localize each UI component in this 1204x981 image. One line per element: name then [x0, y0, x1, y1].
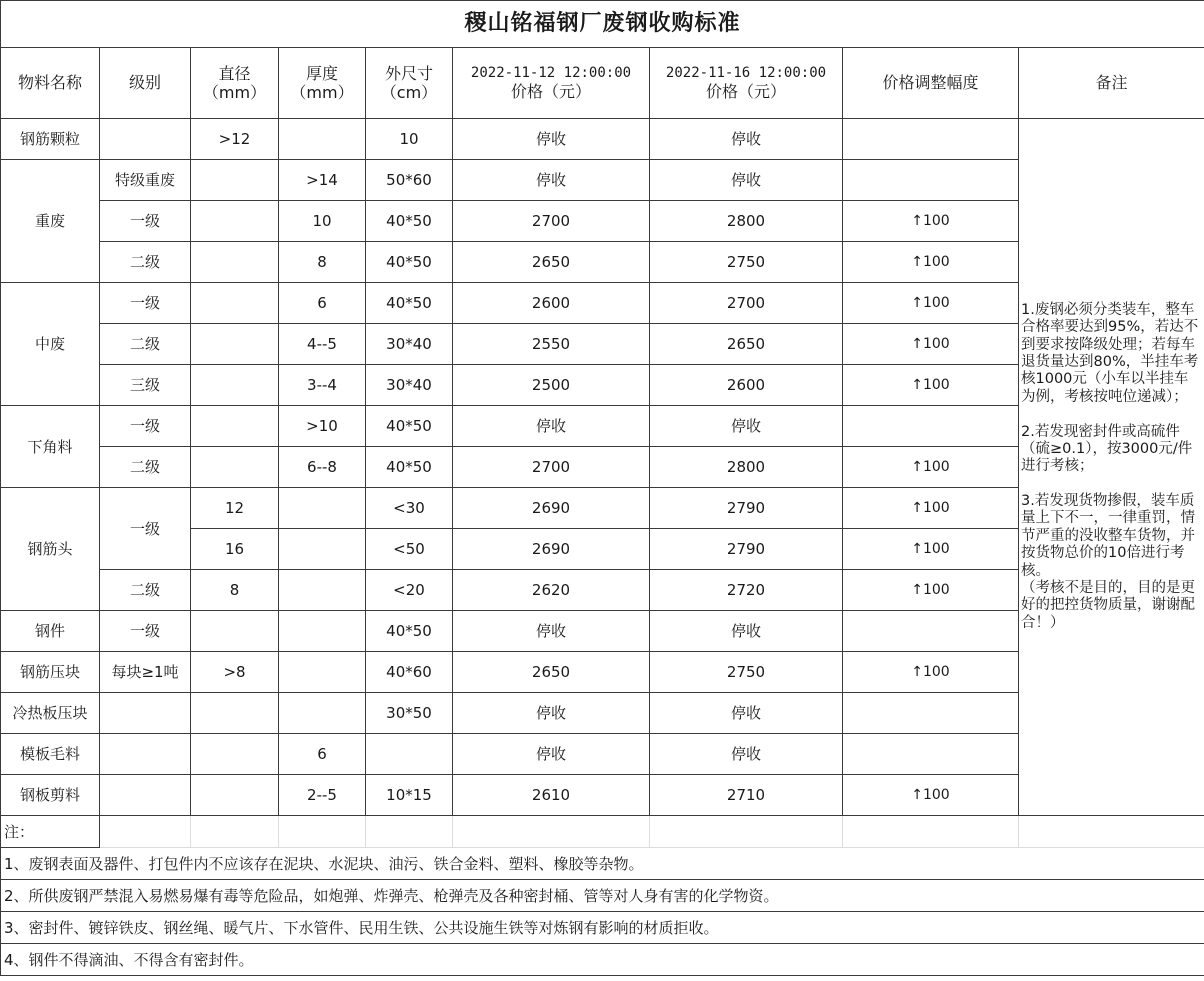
diameter-cell [191, 406, 279, 447]
grade-cell: 二级 [100, 570, 191, 611]
footnote-label: 注： [1, 816, 100, 848]
material-cell: 钢筋颗粒 [1, 119, 100, 160]
price1-cell: 2690 [453, 529, 650, 570]
header-grade: 级别 [100, 48, 191, 119]
price2-cell: 2600 [650, 365, 843, 406]
thickness-cell [279, 611, 366, 652]
diameter-cell: >12 [191, 119, 279, 160]
adjust-cell: ↑100 [843, 447, 1019, 488]
adjust-cell: ↑100 [843, 488, 1019, 529]
material-cell: 钢筋头 [1, 488, 100, 611]
grade-cell: 三级 [100, 365, 191, 406]
thickness-cell [279, 652, 366, 693]
header-material: 物料名称 [1, 48, 100, 119]
adjust-cell [843, 611, 1019, 652]
thickness-cell: 10 [279, 201, 366, 242]
adjust-cell: ↑100 [843, 324, 1019, 365]
diameter-cell: >8 [191, 652, 279, 693]
size-cell: 30*40 [366, 365, 453, 406]
price1-cell: 2650 [453, 652, 650, 693]
header-remarks: 备注 [1019, 48, 1204, 119]
grade-cell [100, 734, 191, 775]
price1-cell: 停收 [453, 693, 650, 734]
thickness-cell [279, 119, 366, 160]
size-cell: 40*50 [366, 611, 453, 652]
diameter-cell [191, 324, 279, 365]
material-cell: 钢板剪料 [1, 775, 100, 816]
material-cell: 中废 [1, 283, 100, 406]
thickness-cell: 8 [279, 242, 366, 283]
size-cell: 40*50 [366, 201, 453, 242]
price2-cell: 2710 [650, 775, 843, 816]
header-price-2: 2022-11-16 12:00:00 价格（元） [650, 48, 843, 119]
adjust-cell: ↑100 [843, 652, 1019, 693]
material-cell: 冷热板压块 [1, 693, 100, 734]
size-cell: 40*50 [366, 242, 453, 283]
grade-cell [100, 119, 191, 160]
header-row [1, 48, 1204, 119]
thickness-cell [279, 488, 366, 529]
price2-cell: 2750 [650, 242, 843, 283]
adjust-cell: ↑100 [843, 529, 1019, 570]
material-cell: 下角料 [1, 406, 100, 488]
size-cell: 40*60 [366, 652, 453, 693]
header-thickness: 厚度 （mm） [279, 48, 366, 119]
adjust-cell [843, 119, 1019, 160]
material-cell: 模板毛料 [1, 734, 100, 775]
price2-cell: 停收 [650, 734, 843, 775]
size-cell: <30 [366, 488, 453, 529]
price2-cell: 停收 [650, 406, 843, 447]
size-cell: 40*50 [366, 406, 453, 447]
material-cell: 重废 [1, 160, 100, 283]
price2-cell: 2790 [650, 488, 843, 529]
diameter-cell [191, 611, 279, 652]
thickness-cell: >14 [279, 160, 366, 201]
diameter-cell [191, 693, 279, 734]
footnote-row [1, 880, 1204, 912]
price1-cell: 停收 [453, 406, 650, 447]
price1-cell: 停收 [453, 611, 650, 652]
price2-cell: 停收 [650, 611, 843, 652]
price1-cell: 2700 [453, 447, 650, 488]
grade-cell: 一级 [100, 283, 191, 324]
adjust-cell [843, 734, 1019, 775]
diameter-cell: 16 [191, 529, 279, 570]
diameter-cell [191, 365, 279, 406]
grade-cell [100, 775, 191, 816]
footnote-4: 4、钢件不得滴油、不得含有密封件。 [1, 944, 1204, 976]
price2-cell: 2750 [650, 652, 843, 693]
price1-cell: 2700 [453, 201, 650, 242]
footnote-row [1, 912, 1204, 944]
price2-cell: 停收 [650, 119, 843, 160]
price2-cell: 2720 [650, 570, 843, 611]
material-cell: 钢件 [1, 611, 100, 652]
size-cell: 10*15 [366, 775, 453, 816]
size-cell: 50*60 [366, 160, 453, 201]
grade-cell: 特级重废 [100, 160, 191, 201]
size-cell: 40*50 [366, 283, 453, 324]
grade-cell: 二级 [100, 242, 191, 283]
diameter-cell [191, 201, 279, 242]
size-cell: 40*50 [366, 447, 453, 488]
grade-cell: 二级 [100, 447, 191, 488]
footnote-2: 2、所供废钢严禁混入易燃易爆有毒等危险品，如炮弹、炸弹壳、枪弹壳及各种密封桶、管等对人身有害的化学物资。 [1, 880, 1204, 912]
size-cell [366, 734, 453, 775]
grade-cell: 每块≥1吨 [100, 652, 191, 693]
header-size: 外尺寸 （cm） [366, 48, 453, 119]
diameter-cell: 12 [191, 488, 279, 529]
price2-cell: 停收 [650, 160, 843, 201]
diameter-cell [191, 447, 279, 488]
adjust-cell: ↑100 [843, 201, 1019, 242]
price1-cell: 停收 [453, 734, 650, 775]
remarks-text: 1.废钢必须分类装车，整车合格率要达到95%，若达不到要求按降级处理；若每车退货量达到80%，半挂车考核1000元（小车以半挂车为例，考核按吨位递减）； 2.若发现密封件或高硫件（硫≥0.1），按3000元/件进行考核； 3.若发现货物掺假，装车质量上下不一，一律重罚，情节严重的没收整车货物，并按货物总价的10倍进行考核。 （考核不是目的，目的是更好的把控货物质量，谢谢配合！） [1019, 119, 1204, 816]
thickness-cell: 6 [279, 283, 366, 324]
price2-cell: 2800 [650, 201, 843, 242]
adjust-cell: ↑100 [843, 570, 1019, 611]
price1-cell: 2610 [453, 775, 650, 816]
adjust-cell: ↑100 [843, 283, 1019, 324]
diameter-cell [191, 283, 279, 324]
adjust-cell [843, 693, 1019, 734]
header-diameter: 直径 （mm） [191, 48, 279, 119]
price2-cell: 停收 [650, 693, 843, 734]
price1-cell: 2550 [453, 324, 650, 365]
thickness-cell: >10 [279, 406, 366, 447]
sheet-title: 稷山铭福钢厂废钢收购标准 [1, 1, 1204, 48]
thickness-cell: 4--5 [279, 324, 366, 365]
price1-cell: 2690 [453, 488, 650, 529]
thickness-cell [279, 693, 366, 734]
thickness-cell: 6 [279, 734, 366, 775]
size-cell: 30*40 [366, 324, 453, 365]
thickness-cell [279, 570, 366, 611]
price1-cell: 停收 [453, 119, 650, 160]
adjust-cell: ↑100 [843, 365, 1019, 406]
table-row [1, 119, 1204, 160]
grade-cell [100, 693, 191, 734]
size-cell: <20 [366, 570, 453, 611]
thickness-cell: 3--4 [279, 365, 366, 406]
diameter-cell [191, 160, 279, 201]
footnote-1: 1、废钢表面及器件、打包件内不应该存在泥块、水泥块、油污、铁合金料、塑料、橡胶等杂物。 [1, 848, 1204, 880]
diameter-cell [191, 734, 279, 775]
footnote-row [1, 848, 1204, 880]
size-cell: 10 [366, 119, 453, 160]
price1-cell: 停收 [453, 160, 650, 201]
thickness-cell: 6--8 [279, 447, 366, 488]
diameter-cell [191, 242, 279, 283]
footnote-row [1, 944, 1204, 976]
footnote-3: 3、密封件、镀锌铁皮、钢丝绳、暖气片、下水管件、民用生铁、公共设施生铁等对炼钢有影响的材质拒收。 [1, 912, 1204, 944]
footnote-label-row [1, 816, 1204, 848]
grade-cell: 一级 [100, 201, 191, 242]
price2-cell: 2790 [650, 529, 843, 570]
price2-cell: 2700 [650, 283, 843, 324]
adjust-cell [843, 406, 1019, 447]
header-adjust: 价格调整幅度 [843, 48, 1019, 119]
adjust-cell [843, 160, 1019, 201]
price2-cell: 2800 [650, 447, 843, 488]
diameter-cell [191, 775, 279, 816]
price1-cell: 2500 [453, 365, 650, 406]
price2-cell: 2650 [650, 324, 843, 365]
grade-cell: 一级 [100, 611, 191, 652]
price1-cell: 2620 [453, 570, 650, 611]
grade-cell: 一级 [100, 488, 191, 570]
grade-cell: 一级 [100, 406, 191, 447]
price1-cell: 2600 [453, 283, 650, 324]
price1-cell: 2650 [453, 242, 650, 283]
diameter-cell: 8 [191, 570, 279, 611]
grade-cell: 二级 [100, 324, 191, 365]
material-cell: 钢筋压块 [1, 652, 100, 693]
thickness-cell [279, 529, 366, 570]
size-cell: <50 [366, 529, 453, 570]
adjust-cell: ↑100 [843, 242, 1019, 283]
adjust-cell: ↑100 [843, 775, 1019, 816]
header-price-1: 2022-11-12 12:00:00 价格（元） [453, 48, 650, 119]
thickness-cell: 2--5 [279, 775, 366, 816]
size-cell: 30*50 [366, 693, 453, 734]
